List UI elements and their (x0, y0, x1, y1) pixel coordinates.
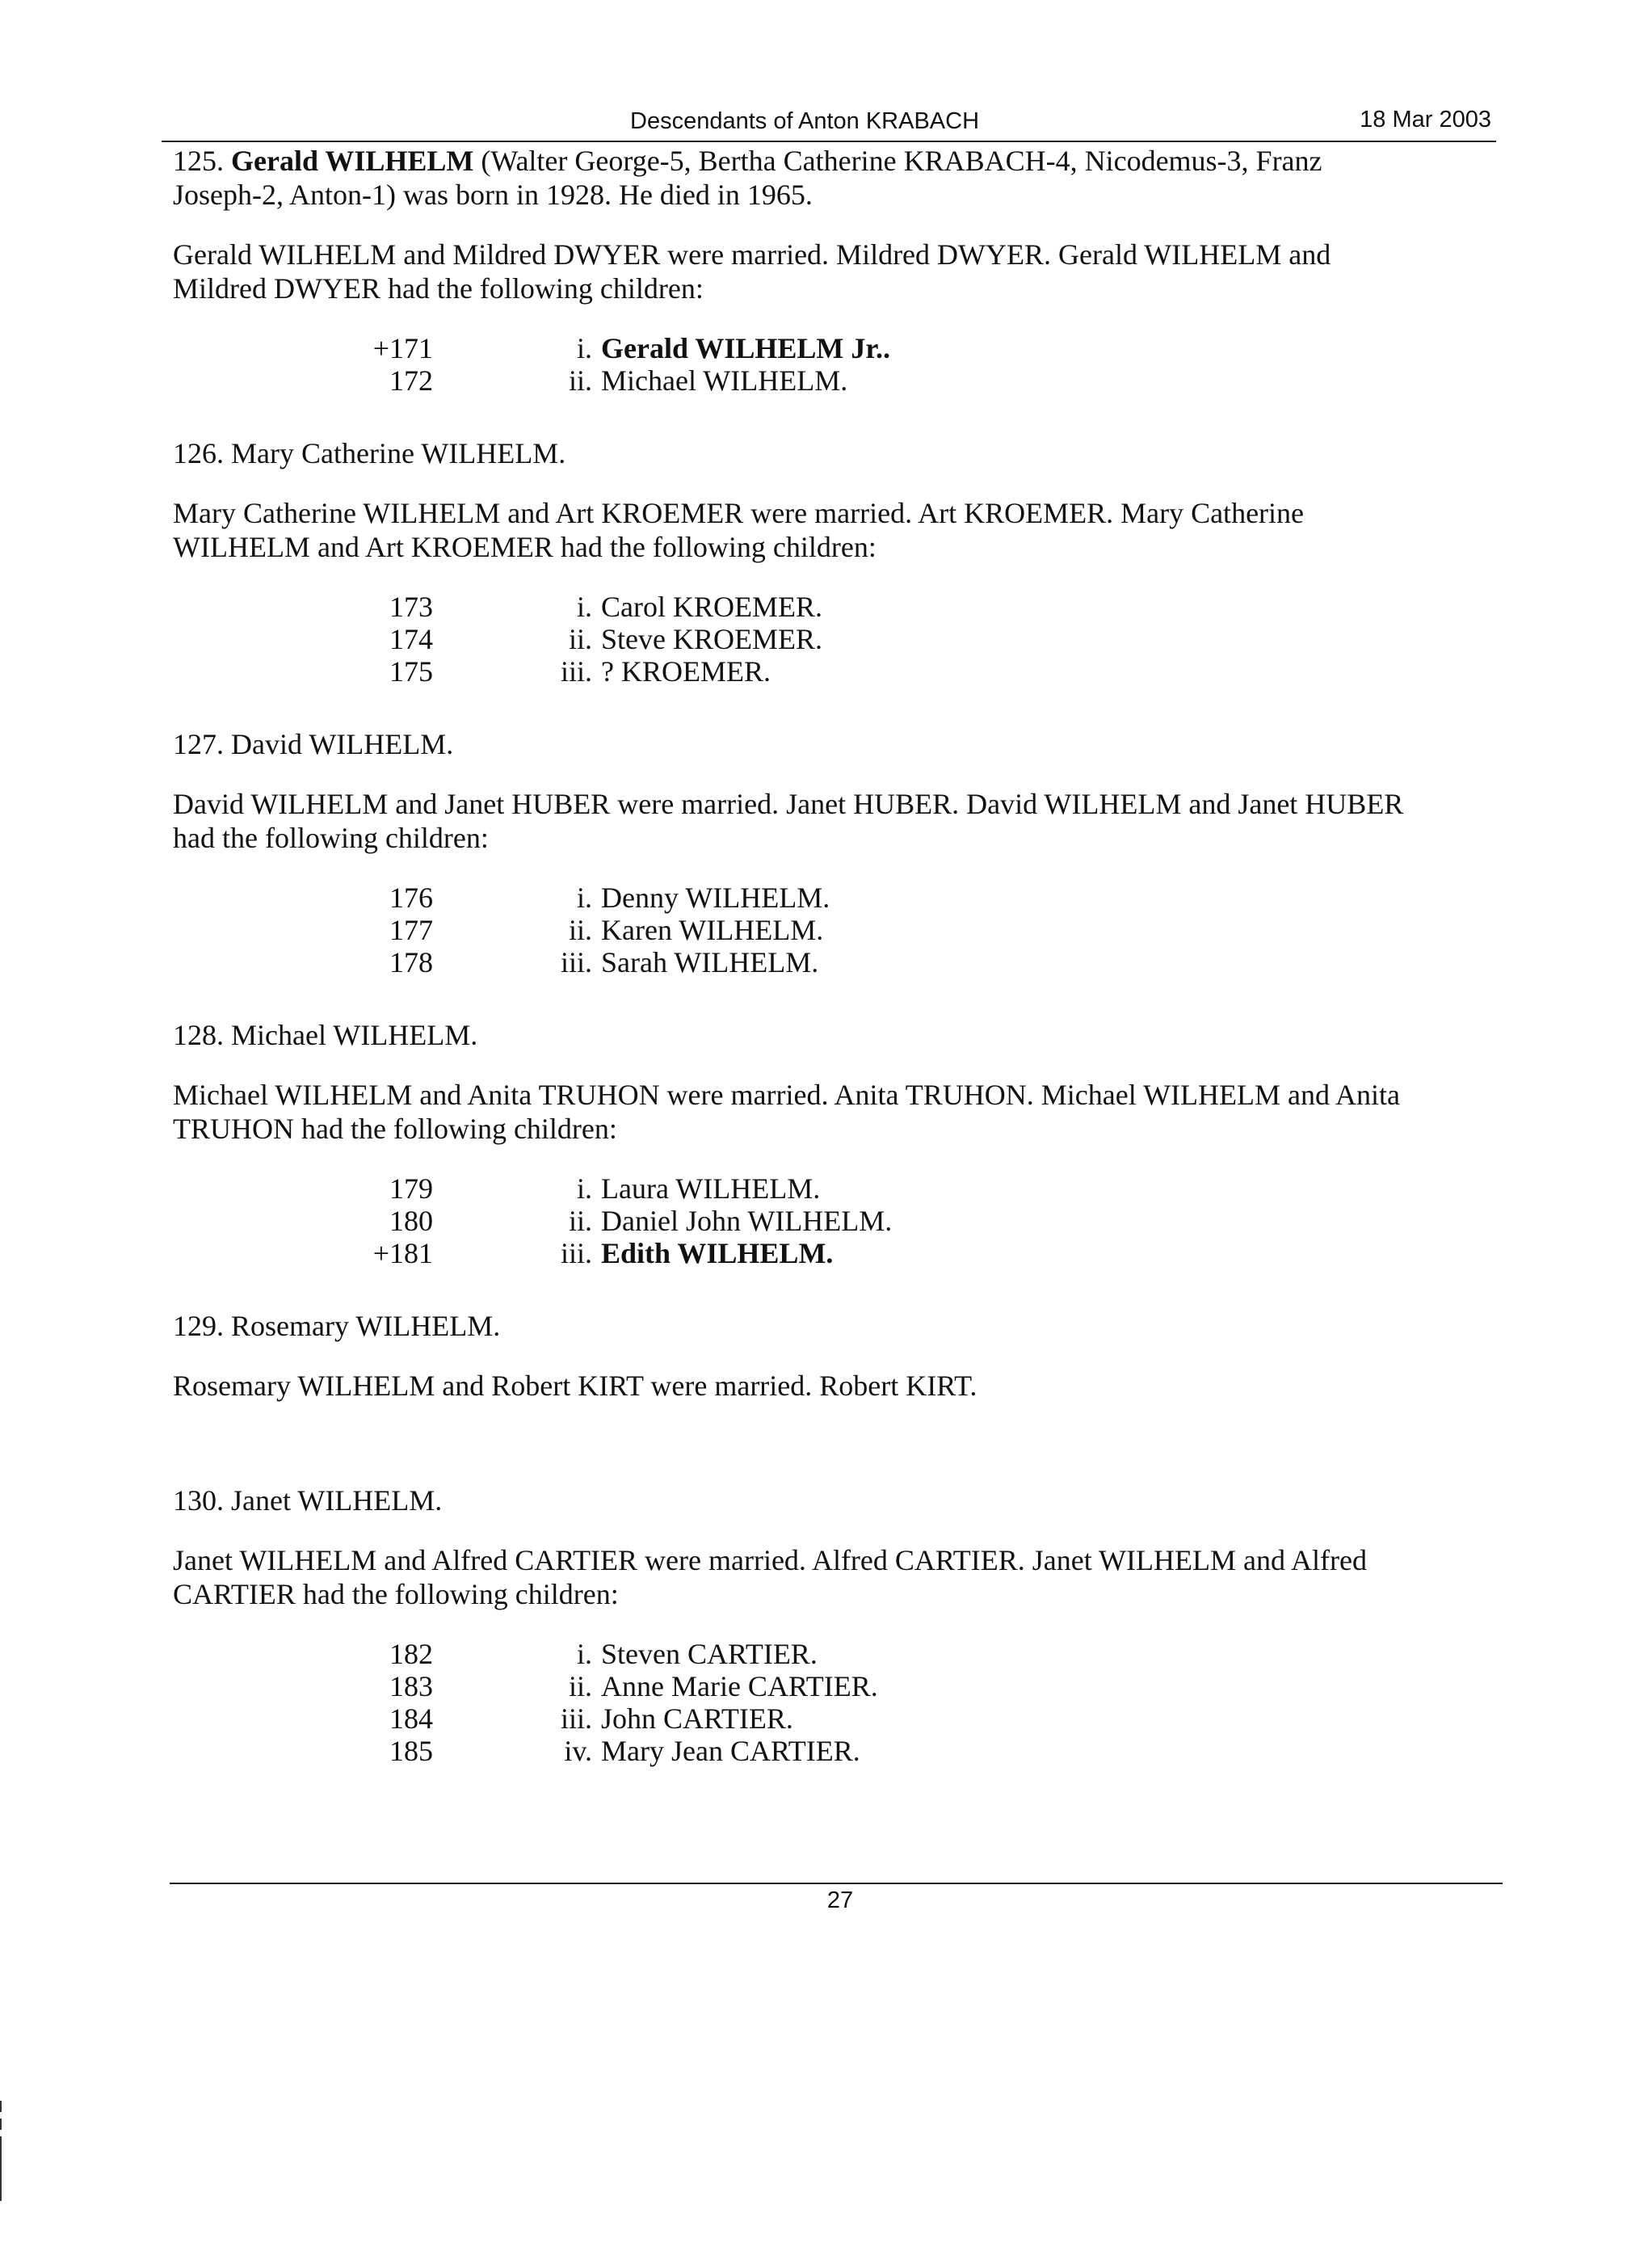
child-roman: iii. (560, 1237, 592, 1269)
entry-130-marriage-line2: CARTIER had the following children: (173, 1578, 619, 1610)
child-roman: i. (576, 332, 592, 364)
child-number: 180 (389, 1205, 433, 1237)
entry-127-marriage-line2: had the following children: (173, 822, 489, 854)
child-name: Daniel John WILHELM. (601, 1205, 893, 1237)
entry-129 (173, 1309, 1498, 1403)
child-number: 177 (389, 914, 433, 946)
child-row (173, 1702, 1498, 1734)
child-row (173, 331, 1498, 364)
entry-125-lineage-line1: (Walter George-5, Bertha Catherine KRABACH-4, Nicodemus-3, Franz (481, 145, 1322, 177)
child-row (173, 1669, 1498, 1702)
child-name: John CARTIER. (601, 1702, 793, 1735)
header-date: 18 Mar 2003 (1360, 107, 1491, 133)
scan-edge-mark (0, 2101, 2, 2112)
child-row (173, 881, 1498, 913)
child-name: Michael WILHELM. (601, 364, 848, 397)
child-number: 179 (389, 1172, 433, 1205)
entry-127-marriage (173, 787, 1498, 855)
footer-rule (170, 1883, 1503, 1884)
child-row (173, 590, 1498, 622)
entry-130-marriage (173, 1543, 1498, 1611)
child-name: Karen WILHELM. (601, 914, 824, 946)
child-name: Mary Jean CARTIER. (601, 1735, 860, 1767)
child-row (173, 654, 1498, 687)
entry-126-marriage-line2: WILHELM and Art KROEMER had the following children: (173, 531, 877, 563)
child-name: Edith WILHELM. (601, 1237, 834, 1269)
child-row (173, 913, 1498, 945)
entry-128 (173, 1018, 1498, 1269)
entry-130-marriage-line1: Janet WILHELM and Alfred CARTIER were married. Alfred CARTIER. Janet WILHELM and Alfred (173, 1544, 1367, 1576)
entry-127 (173, 727, 1498, 978)
entry-125-number: 125. (173, 145, 224, 177)
document-body (173, 144, 1498, 1766)
child-name: Anne Marie CARTIER. (601, 1670, 878, 1702)
entry-128-marriage (173, 1078, 1498, 1146)
child-name: Gerald WILHELM Jr.. (601, 332, 891, 364)
child-row (173, 1204, 1498, 1236)
children-list (173, 881, 1498, 978)
child-number: 182 (389, 1638, 433, 1670)
child-roman: ii. (568, 914, 592, 946)
page-header (162, 103, 1496, 142)
child-number: 185 (389, 1735, 433, 1767)
entry-127-marriage-line1: David WILHELM and Janet HUBER were married. Janet HUBER. David WILHELM and Janet HUBER (173, 788, 1404, 820)
child-roman: ii. (568, 364, 592, 397)
page-number: 27 (826, 1887, 854, 1913)
child-name: Carol KROEMER. (601, 591, 822, 623)
child-roman: iii. (560, 946, 592, 978)
child-row (173, 1734, 1498, 1766)
entry-126-marriage-line1: Mary Catherine WILHELM and Art KROEMER were married. Art KROEMER. Mary Catherine (173, 497, 1305, 529)
child-number: 178 (389, 946, 433, 978)
child-row (173, 1172, 1498, 1204)
child-name: ? KROEMER. (601, 655, 771, 688)
children-list (173, 331, 1498, 396)
scan-edge-mark (0, 2136, 2, 2201)
child-name: Steve KROEMER. (601, 623, 822, 655)
child-number: +171 (372, 332, 433, 364)
child-row (173, 622, 1498, 654)
entry-130-title: 130. Janet WILHELM. (173, 1484, 443, 1517)
entry-128-title: 128. Michael WILHELM. (173, 1019, 478, 1051)
child-number: 183 (389, 1670, 433, 1702)
child-number: 172 (389, 364, 433, 397)
children-list (173, 1172, 1498, 1269)
entry-125-lineage-line2: Joseph-2, Anton-1) was born in 1928. He died in 1965. (173, 179, 813, 211)
child-row (173, 945, 1498, 978)
entry-129-marriage-line1: Rosemary WILHELM and Robert KIRT were married. Robert KIRT. (173, 1370, 977, 1402)
scan-edge-mark (0, 2119, 2, 2130)
child-roman: ii. (568, 1205, 592, 1237)
children-list (173, 590, 1498, 687)
child-number: 176 (389, 882, 433, 914)
child-name: Steven CARTIER. (601, 1638, 818, 1670)
child-roman: ii. (568, 623, 592, 655)
entry-125-marriage-line2: Mildred DWYER had the following children: (173, 272, 704, 305)
child-roman: iv. (564, 1735, 592, 1767)
header-title: Descendants of Anton KRABACH (630, 108, 980, 134)
entry-130 (173, 1483, 1498, 1766)
entry-126-title: 126. Mary Catherine WILHELM. (173, 437, 566, 469)
entry-128-marriage-line1: Michael WILHELM and Anita TRUHON were married. Anita TRUHON. Michael WILHELM and Anita (173, 1079, 1400, 1111)
entry-125-name: Gerald WILHELM (231, 145, 474, 177)
entry-129-title: 129. Rosemary WILHELM. (173, 1310, 501, 1342)
entry-126-marriage (173, 496, 1498, 564)
child-number: 184 (389, 1702, 433, 1735)
child-number: 173 (389, 591, 433, 623)
child-number: 174 (389, 623, 433, 655)
entry-125-lineage (173, 144, 1498, 212)
child-roman: i. (576, 1638, 592, 1670)
entry-129-marriage (173, 1369, 1498, 1403)
child-roman: i. (576, 1172, 592, 1205)
child-row (173, 1236, 1498, 1269)
child-number: +181 (372, 1237, 433, 1269)
child-roman: iii. (560, 655, 592, 688)
child-roman: i. (576, 882, 592, 914)
entry-127-title: 127. David WILHELM. (173, 728, 454, 760)
child-name: Denny WILHELM. (601, 882, 830, 914)
entry-128-marriage-line2: TRUHON had the following children: (173, 1113, 617, 1145)
child-row (173, 1637, 1498, 1669)
child-roman: i. (576, 591, 592, 623)
children-list (173, 1637, 1498, 1766)
child-row (173, 364, 1498, 396)
child-name: Sarah WILHELM. (601, 946, 819, 978)
child-number: 175 (389, 655, 433, 688)
entry-126 (173, 436, 1498, 687)
entry-125-marriage-line1: Gerald WILHELM and Mildred DWYER were married. Mildred DWYER. Gerald WILHELM and (173, 238, 1331, 271)
entry-125 (173, 144, 1498, 396)
child-roman: ii. (568, 1670, 592, 1702)
child-name: Laura WILHELM. (601, 1172, 821, 1205)
child-roman: iii. (560, 1702, 592, 1735)
entry-125-marriage (173, 238, 1498, 305)
